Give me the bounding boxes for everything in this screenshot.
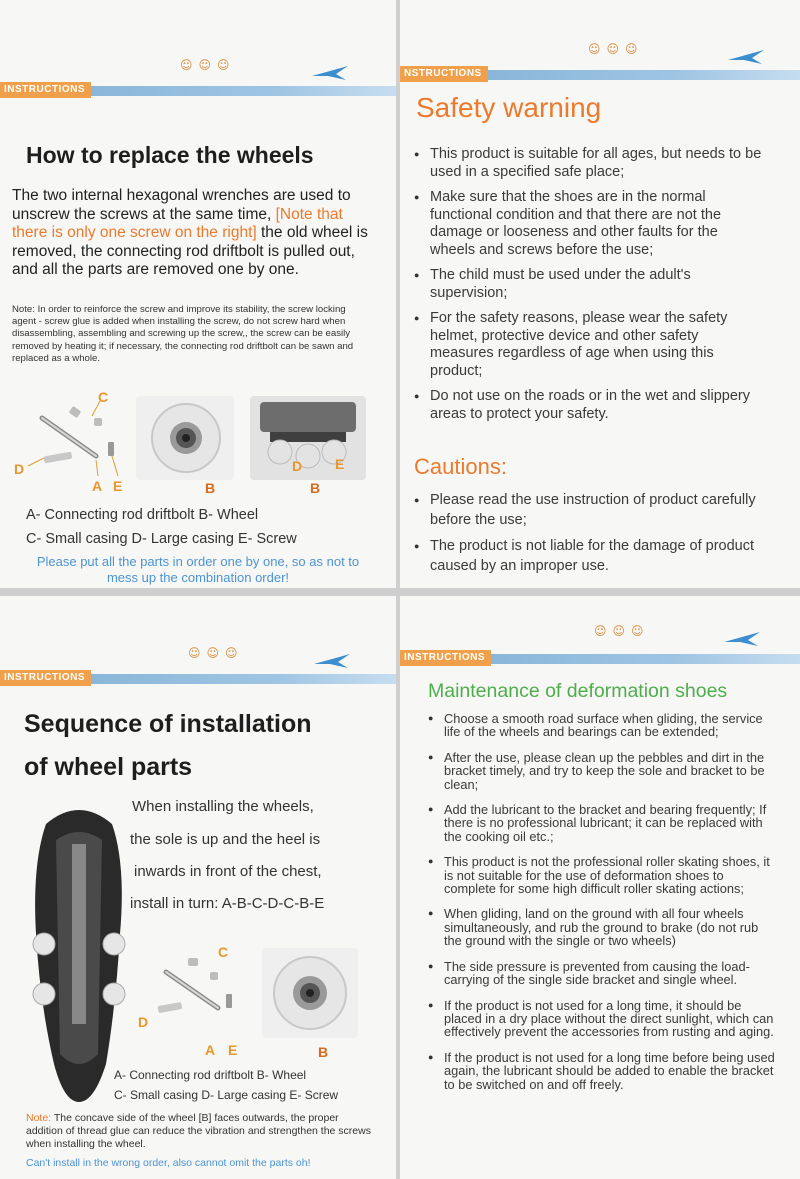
- instruction-line-1: When installing the wheels,: [132, 798, 314, 815]
- kids-illustration: ☺☺☺: [594, 624, 650, 638]
- instructions-banner: [400, 66, 800, 82]
- maintenance-item: ● If the product is not used for a long time, it should be placed in a dry place without the direct sunlight, which can effectively prevent the accessories from rusting and aging.: [428, 999, 778, 1039]
- banner-tag: INSTRUCTIONS: [0, 670, 91, 686]
- plane-logo-icon: [312, 650, 352, 672]
- note-prefix: Note:: [26, 1112, 52, 1124]
- safety-item: ● For the safety reasons, please wear the safety helmet, protective device and other safety measures regardless of age when using this product;: [414, 310, 764, 380]
- panel-installation-sequence: [0, 596, 396, 1179]
- legend-line-1: A- Connecting rod driftbolt B- Wheel: [114, 1068, 307, 1082]
- maintenance-item: ● If the product is not used for a long time before being used again, the lubricant should be added to enable the bracket to be switched on and off freely.: [428, 1051, 778, 1091]
- maintenance-title: Maintenance of deformation shoes: [428, 680, 728, 702]
- intro-text-a: The two internal hexagonal wrenches are used to unscrew the screws at the same time,: [12, 187, 351, 223]
- plane-logo-icon: [310, 62, 350, 84]
- legend-line-2: C- Small casing D- Large casing E- Screw: [26, 531, 297, 547]
- legend-line-2: C- Small casing D- Large casing E- Screw: [114, 1088, 339, 1102]
- order-footer: Please put all the parts in order one by one, so as not to mess up the combination order!: [36, 554, 360, 585]
- label-d-photo: D: [292, 458, 303, 474]
- safety-item: ● Make sure that the shoes are in the normal functional condition and that there are not the damage or looseness and other faults for the wheels and screws before the use;: [414, 189, 764, 259]
- label-a: A: [205, 1042, 216, 1058]
- safety-list: [414, 146, 764, 423]
- intro-note: [Note that there is only one screw on the right]: [12, 205, 343, 241]
- shoe-wheels-photo: [250, 396, 366, 480]
- panel-safety-warning: [400, 0, 800, 588]
- label-b: B: [318, 1044, 329, 1060]
- order-footer: Can't install in the wrong order, also cannot omit the parts oh!: [26, 1157, 311, 1169]
- kids-illustration: ☺☺☺: [180, 58, 236, 72]
- page-title: How to replace the wheels: [26, 142, 314, 168]
- label-a: A: [92, 478, 103, 494]
- maintenance-item: ● Choose a smooth road surface when gliding, the service life of the wheels and bearings can be extended;: [428, 712, 778, 739]
- safety-item: ● Do not use on the roads or in the wet and slippery areas to protect your safety.: [414, 388, 764, 423]
- installation-note: [26, 1112, 376, 1151]
- cautions-list: [414, 490, 764, 576]
- label-c: C: [218, 944, 229, 960]
- kids-illustration: ☺☺☺: [188, 646, 244, 660]
- maintenance-list: [428, 712, 778, 1091]
- safety-item: ● The child must be used under the adult's supervision;: [414, 267, 764, 302]
- wheel-photo: [262, 948, 358, 1038]
- wheel-icon: [136, 396, 234, 480]
- label-d: D: [14, 461, 25, 477]
- caution-item: ● Please read the use instruction of product carefully before the use;: [414, 490, 764, 530]
- intro-text-b: the old wheel is removed, the connecting rod driftbolt is pulled out, and all the parts are removed one by one.: [12, 224, 368, 278]
- shoe-wheels-icon: [250, 396, 366, 480]
- sequence-title-line-1: Sequence of installation: [24, 710, 312, 738]
- maintenance-item: ● Add the lubricant to the bracket and bearing frequently; If there is no professional lubricant; it can be replaced with the cooking oil etc.;: [428, 803, 778, 843]
- label-e: E: [113, 478, 123, 494]
- cautions-title: Cautions:: [414, 454, 507, 479]
- label-e: E: [228, 1042, 238, 1058]
- label-b-photo: B: [310, 480, 321, 496]
- legend-line-1: A- Connecting rod driftbolt B- Wheel: [26, 507, 259, 523]
- safety-title: Safety warning: [416, 92, 602, 123]
- banner-tag: INSTRUCTIONS: [400, 650, 491, 666]
- small-note: Note: In order to reinforce the screw and improve its stability, the screw locking agent - screw glue is added when installing the screw, do not screw hard when disassembling, assembling and screwing up the screw,, the screw can be easily removed by heating it; if necessary, the connecting rod driftbolt can be sawn and replaced as a whole.: [12, 304, 354, 364]
- instruction-line-4: install in turn: A-B-C-D-C-B-E: [130, 895, 325, 912]
- kids-illustration: ☺☺☺: [588, 42, 644, 56]
- maintenance-item: ● This product is not the professional roller skating shoes, it is not suitable for the use of deformation shoes to complete for some high difficult roller skating actions;: [428, 855, 778, 895]
- instruction-line-3: inwards in front of the chest,: [134, 863, 322, 880]
- plane-logo-icon: [722, 628, 762, 650]
- panel-maintenance: [400, 596, 800, 1179]
- wheel-icon: [262, 948, 358, 1038]
- banner-tag: NSTRUCTIONS: [400, 66, 488, 82]
- wheel-photo: [136, 396, 234, 480]
- parts-diagram: [138, 942, 258, 1042]
- panel-replace-wheels: [0, 0, 396, 588]
- maintenance-item: ● When gliding, land on the ground with all four wheels simultaneously, and rub the ground to brake (do not rub the ground with the single or two wheels): [428, 907, 778, 947]
- maintenance-item: ● After the use, please clean up the pebbles and dirt in the bracket timely, and try to keep the sole and bracket to be clean;: [428, 751, 778, 791]
- label-c: C: [98, 389, 109, 405]
- shoe-sole-image: [26, 804, 132, 1104]
- plane-logo-icon: [726, 46, 766, 68]
- note-text: The concave side of the wheel [B] faces outwards, the proper addition of thread glue can reduce the vibration and strengthen the screws when installing the wheel.: [26, 1112, 371, 1150]
- safety-item: ● This product is suitable for all ages, but needs to be used in a specified safe place;: [414, 146, 764, 181]
- label-e-photo: E: [335, 456, 345, 472]
- instructions-banner: [0, 670, 396, 686]
- label-d: D: [138, 1014, 149, 1030]
- maintenance-item: ● The side pressure is prevented from causing the load-carrying of the single side bracket and single wheel.: [428, 960, 778, 987]
- intro-paragraph: [12, 187, 382, 280]
- parts-diagram: [10, 396, 130, 496]
- banner-tag: INSTRUCTIONS: [0, 82, 91, 98]
- label-b: B: [205, 480, 216, 496]
- instructions-banner: [0, 82, 396, 98]
- instructions-banner: [400, 650, 800, 666]
- instruction-line-2: the sole is up and the heel is: [130, 831, 321, 848]
- caution-item: ● The product is not liable for the damage of product caused by an improper use.: [414, 536, 764, 576]
- sequence-title-line-2: of wheel parts: [24, 753, 193, 781]
